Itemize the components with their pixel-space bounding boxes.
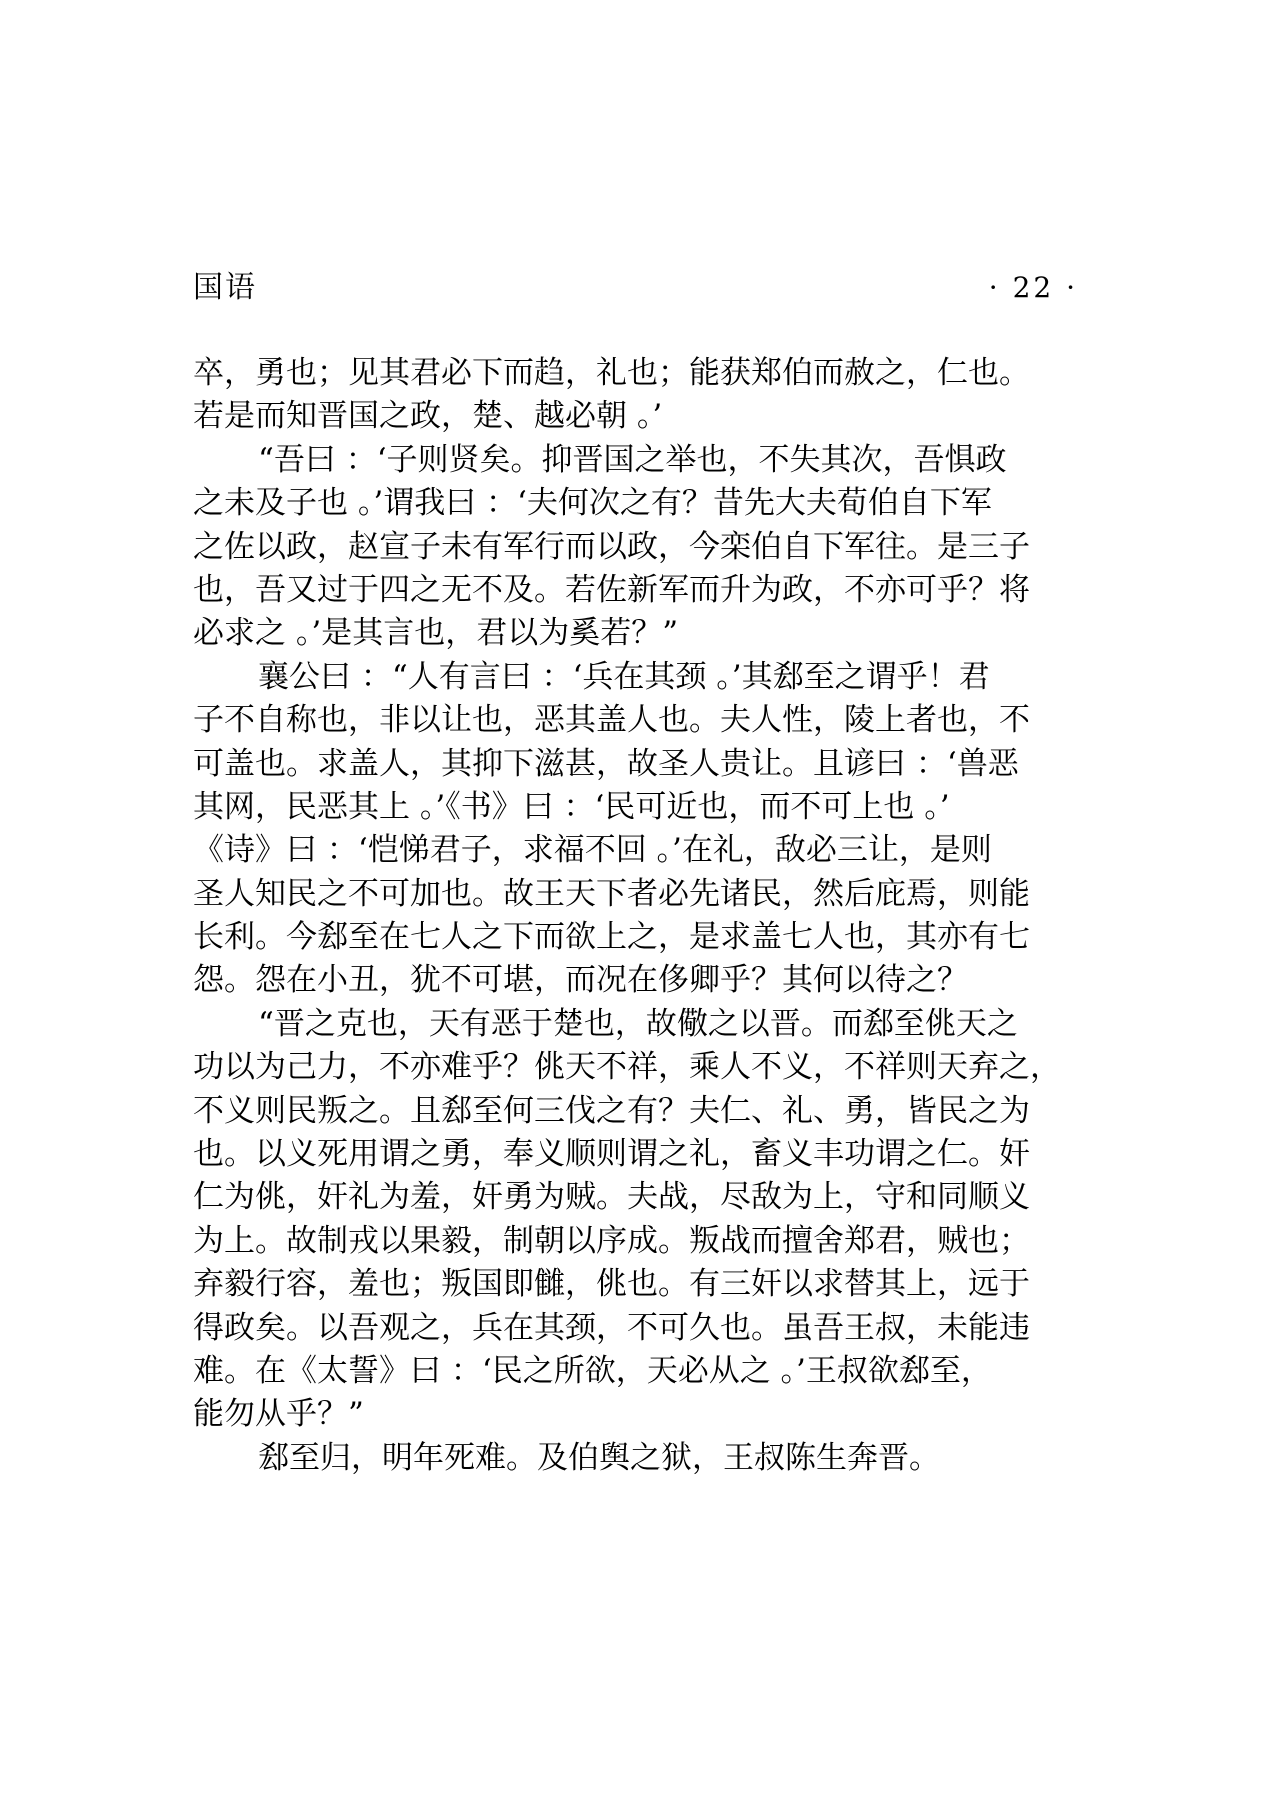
text-line: 功以为己力，不亦难乎？佻天不祥，乘人不义，不祥则天弃之， — [193, 1049, 1061, 1086]
body-text — [193, 352, 1093, 1480]
running-title: 国语 — [193, 270, 257, 305]
text-line: 卒，勇也；见其君必下而趋，礼也；能获郑伯而赦之，仁也。 — [193, 355, 1030, 391]
text-line: 必求之 。’是其言也，君以为奚若？” — [193, 615, 679, 652]
text-line: 难。在《太誓》曰 ：‘民之所欲，天必从之 。’王叔欲郄至， — [193, 1352, 992, 1389]
text-line: 襄公曰 ：“人有言曰 ：‘兵在其颈 。’其郄至之谓乎！君 — [258, 658, 990, 695]
text-line: 长利。今郄至在七人之下而欲上之，是求盖七人也，其亦有七 — [193, 919, 1030, 956]
text-line: 怨。怨在小丑，犹不可堪，而况在侈卿乎？其何以待之？ — [193, 962, 968, 999]
text-line: 仁为佻，奸礼为羞，奸勇为贼。夫战，尽敌为上，守和同顺义 — [193, 1179, 1030, 1216]
text-line: 也。以义死用谓之勇，奉义顺则谓之礼，畜义丰功谓之仁。奸 — [193, 1136, 1030, 1173]
text-line: 郄至归，明年死难。及伯舆之狱，王叔陈生奔晋。 — [258, 1439, 940, 1476]
text-line: 其网，民恶其上 。’《书》曰 ：‘民可近也，而不可上也 。’ — [193, 788, 950, 825]
text-line: 之未及子也 。’谓我曰 ：‘夫何次之有？昔先大夫荀伯自下军 — [193, 485, 992, 522]
text-line: 子不自称也，非以让也，恶其盖人也。夫人性，陵上者也，不 — [193, 702, 1030, 739]
text-line: 圣人知民之不可加也。故王天下者必先诸民，然后庇焉，则能 — [193, 875, 1030, 912]
text-line: 可盖也。求盖人，其抑下滋甚，故圣人贵让。且谚曰 ：‘兽恶 — [193, 745, 1019, 782]
text-line: 《诗》曰 ：‘恺悌君子，求福不回 。’在礼，敌必三让，是则 — [193, 832, 992, 869]
page-number: · 22 · — [988, 271, 1078, 304]
text-line: 也，吾又过于四之无不及。若佐新军而升为政，不亦可乎？将 — [193, 571, 1030, 608]
text-line: 弃毅行容，羞也；叛国即雠，佻也。有三奸以求替其上，远于 — [193, 1266, 1030, 1303]
text-line: 为上。故制戎以果毅，制朝以序成。叛战而擅舍郑君，贼也； — [193, 1222, 1030, 1259]
text-line: 能勿从乎？” — [193, 1396, 364, 1433]
text-line: “吾曰 ：‘子则贤矣。抑晋国之举也，不失其次，吾惧政 — [258, 441, 1007, 478]
text-line: 不义则民叛之。且郄至何三伐之有？夫仁、礼、勇，皆民之为 — [193, 1092, 1030, 1129]
text-line: 得政矣。以吾观之，兵在其颈，不可久也。虽吾王叔，未能违 — [193, 1309, 1030, 1346]
text-line: “晋之克也，天有恶于楚也，故儆之以晋。而郄至佻天之 — [258, 1005, 1018, 1042]
text-line: 之佐以政，赵宣子未有军行而以政，今栾伯自下军往。是三子 — [193, 528, 1030, 565]
text-line: 若是而知晋国之政，楚、越必朝 。’ — [193, 398, 663, 435]
